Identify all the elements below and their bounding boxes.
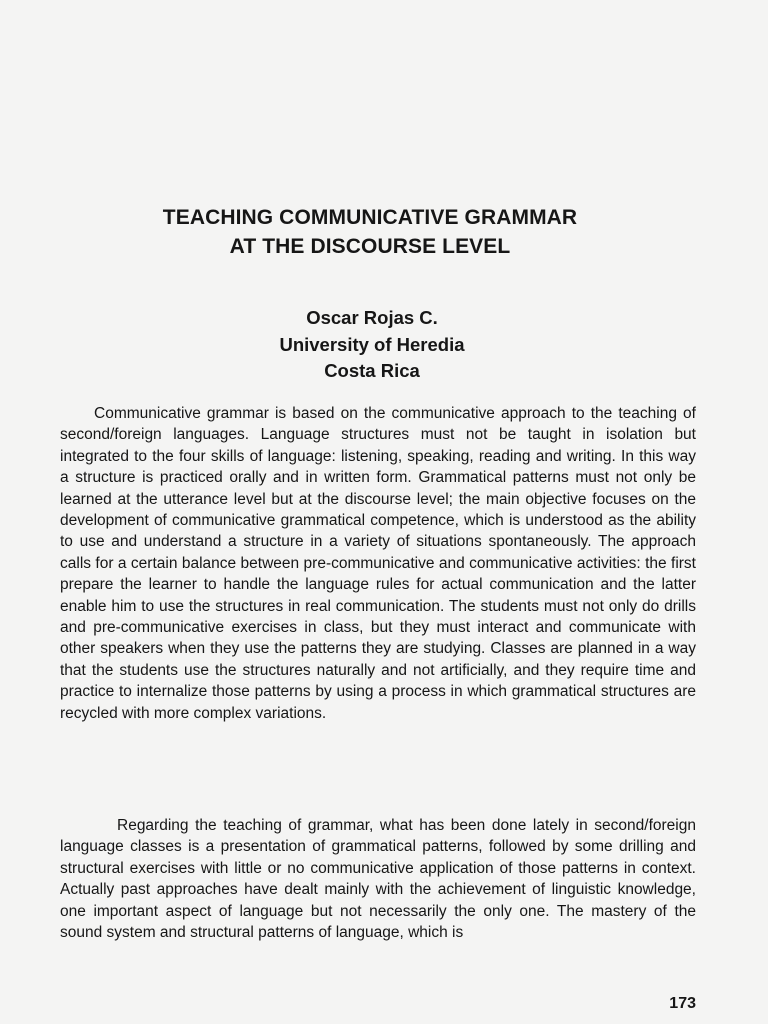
author-institution: University of Heredia xyxy=(279,333,465,355)
article-title xyxy=(0,203,740,261)
author-country: Costa Rica xyxy=(324,360,420,381)
title-line-1: TEACHING COMMUNICATIVE GRAMMAR xyxy=(162,206,578,229)
body-paragraph-2: Regarding the teaching of grammar, what has been done lately in second/foreign language classes is a presentation of grammatical patterns, followed by some drilling and structural exercises with little or no communicative application of those patterns in context. Actually past approaches have dealt mainly with the achievement of linguistic knowledge, one important aspect of language but not necessarily the only one. The mastery of the sound system and structural patterns of language, which is xyxy=(60,817,696,942)
author-block xyxy=(0,305,744,385)
author-name: Oscar Rojas C. xyxy=(306,307,438,328)
page-number: 173 xyxy=(669,995,696,1012)
body-paragraph-1: Communicative grammar is based on the communicative approach to the teaching of second/foreign languages. Language structures must not be taught in isolation but integrated to the four skills of language: listening, speaking, reading and writing. In this way a structure is practiced orally and in written form. Grammatical patterns must not only be learned at the utterance level but at the discourse level; the main objective focuses on the development of communicative grammatical competence, which is understood as the ability to use and understand a structure in a variety of situations spontaneously. The approach calls for a certain balance between pre-communicative and communicative activities: the first prepare the learner to handle the language rules for actual communication and the latter enable him to use the structures in real communication. The students must not only do drills and pre-communicative exercises in class, but they must interact and communicate with other speakers when they use the patterns they are studying. Classes are planned in a way that the students use the structures naturally and not artificially, and they require time and practice to internalize those patterns by using a process in which grammatical structures are recycled with more complex variations. xyxy=(60,405,696,722)
title-line-2: AT THE DISCOURSE LEVEL xyxy=(229,235,511,258)
